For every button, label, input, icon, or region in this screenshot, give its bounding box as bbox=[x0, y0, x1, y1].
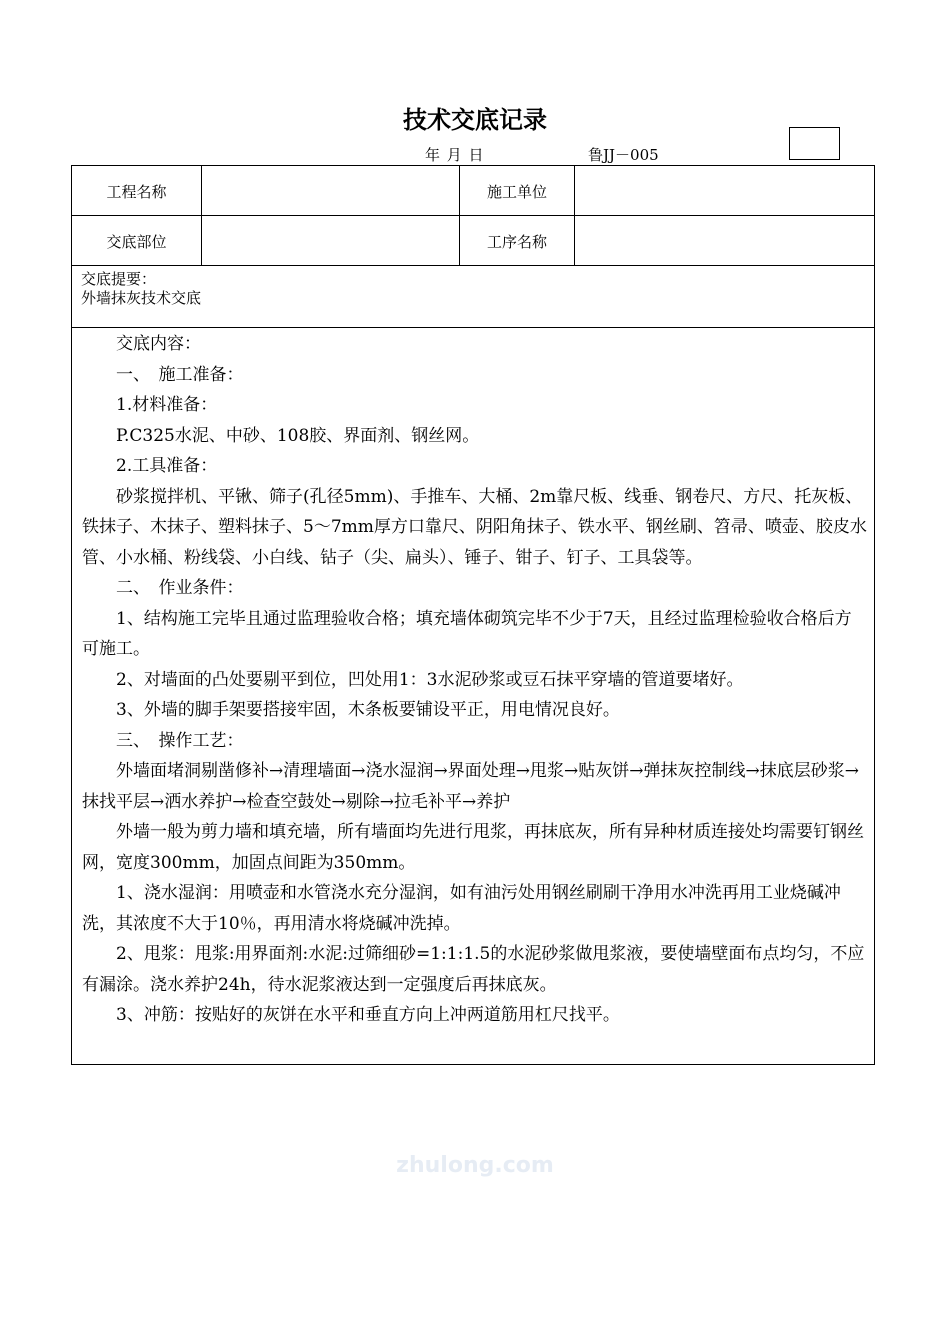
stamp-box bbox=[789, 127, 840, 160]
construction-unit-value bbox=[575, 167, 874, 215]
page-title: 技术交底记录 bbox=[403, 106, 547, 134]
content-paragraph: P.C325水泥、中砂、108胶、界面剂、钢丝网。 bbox=[116, 425, 480, 446]
process-name-label: 工序名称 bbox=[486, 232, 547, 251]
construction-unit-label: 施工单位 bbox=[486, 182, 547, 201]
project-name-label: 工程名称 bbox=[106, 182, 167, 201]
section-heading: 三、 操作工艺： bbox=[116, 730, 244, 751]
summary-label: 交底提要： bbox=[81, 270, 157, 288]
date-line: 年 月 日 bbox=[425, 146, 485, 164]
content-paragraph: 外墙面堵洞剔凿修补→清理墙面→浇水湿润→界面处理→甩浆→贴灰饼→弹抹灰控制线→抹底层砂浆→抹找平层→洒水养护→检查空鼓处→剔除→拉毛补平→养护 bbox=[82, 761, 859, 812]
summary-text: 外墙抹灰技术交底 bbox=[81, 289, 202, 307]
location-value bbox=[202, 217, 459, 265]
record-table bbox=[71, 165, 875, 1065]
location-label: 交底部位 bbox=[106, 232, 167, 251]
watermark: zhulong.com bbox=[396, 1153, 554, 1178]
row-divider bbox=[72, 215, 874, 216]
content-paragraph: 2、甩浆：甩浆:用界面剂:水泥:过筛细砂=1:1:1.5的水泥砂浆做甩浆液，要使墙壁面布点均匀，不应有漏涂。浇水养护24h，待水泥浆液达到一定强度后再抹底灰。 bbox=[82, 944, 865, 995]
content-paragraph: 3、冲筋：按贴好的灰饼在水平和垂直方向上冲两道筋用杠尺找平。 bbox=[116, 1005, 620, 1025]
section-heading: 二、 作业条件： bbox=[116, 578, 244, 598]
content-paragraph: 2、对墙面的凸处要剔平到位，凹处用1：3水泥砂浆或豆石抹平穿墙的管道要堵好。 bbox=[116, 669, 744, 690]
content-paragraph: 外墙一般为剪力墙和填充墙，所有墙面均先进行甩浆，再抹底灰，所有异种材质连接处均需要钉钢丝网，宽度300mm，加固点间距为350mm。 bbox=[82, 822, 864, 873]
row-divider bbox=[72, 327, 874, 328]
project-name-value bbox=[202, 167, 459, 215]
row-divider bbox=[72, 265, 874, 266]
process-name-value bbox=[575, 217, 874, 265]
content-paragraph: 1、结构施工完毕且通过监理验收合格；填充墙体砌筑完毕不少于7天，且经过监理检验收合格后方可施工。 bbox=[82, 608, 852, 659]
section-heading: 一、 施工准备： bbox=[116, 364, 244, 385]
form-code: 鲁JJ－005 bbox=[588, 146, 659, 164]
content-heading: 交底内容： bbox=[116, 334, 201, 354]
subsection-heading: 2.工具准备： bbox=[116, 456, 218, 476]
content-paragraph: 1、浇水湿润：用喷壶和水管浇水充分湿润，如有油污处用钢丝刷刷干净用水冲洗再用工业烧碱冲洗，其浓度不大于10％，再用清水将烧碱冲洗掉。 bbox=[82, 883, 841, 934]
subsection-heading: 1.材料准备： bbox=[116, 395, 218, 415]
content-section bbox=[82, 329, 868, 1031]
content-paragraph: 3、外墙的脚手架要搭接牢固，木条板要铺设平正，用电情况良好。 bbox=[116, 700, 620, 720]
content-paragraph: 砂浆搅拌机、平锹、筛子(孔径5mm)、手推车、大桶、2m靠尺板、线垂、钢卷尺、方尺、托灰板、铁抹子、木抹子、塑料抹子、5～7mm厚方口靠尺、阴阳角抹子、铁水平、钢丝刷、笤帚、喷壶、胶皮水管、小水桶、粉线袋、小白线、钻子（尖、扁头）、锤子、钳子、钉子、工具袋等。 bbox=[82, 486, 867, 568]
summary-section bbox=[81, 270, 201, 308]
